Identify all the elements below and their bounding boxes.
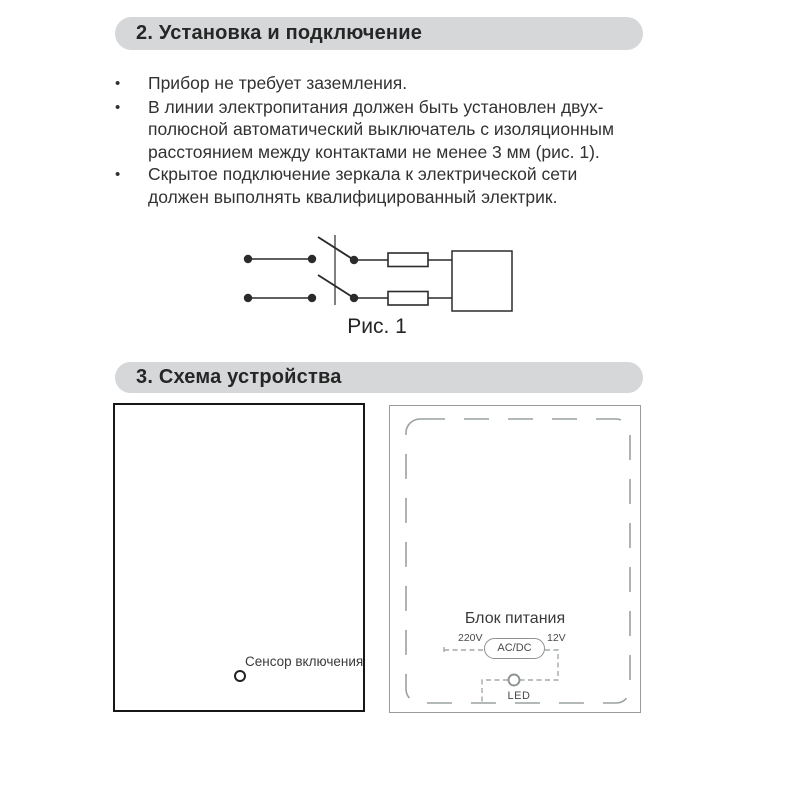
section-installation-header — [115, 17, 643, 50]
section-installation-title: 2. Установка и подключение — [136, 22, 423, 44]
power-sensor-label: Сенсор включения — [245, 654, 364, 669]
bullet-icon: • — [115, 75, 121, 92]
bullet-text-line: Скрытое подключение зеркала к электрической сети — [148, 164, 578, 185]
back-view-wiring — [390, 406, 642, 714]
section-schema-header — [115, 362, 643, 393]
installation-bullet-list — [115, 72, 660, 209]
bullet-text-line: должен выполнять квалифицированный электрик. — [148, 186, 558, 207]
bullet-icon: • — [115, 166, 121, 184]
input-voltage-label: 220V — [458, 632, 483, 644]
terminal-dot — [350, 256, 358, 264]
bullet-icon: • — [115, 98, 121, 116]
bullet-text-line: полюсной автоматический выключатель с изоляционным — [148, 119, 615, 140]
list-item — [115, 96, 660, 164]
acdc-converter: AC/DC — [484, 638, 545, 659]
terminal-dot — [244, 255, 252, 263]
fuse-top — [388, 253, 428, 267]
bullet-text-line: Прибор не требует заземления. — [148, 73, 408, 93]
terminal-dot — [308, 294, 316, 302]
switch-blade-top — [318, 237, 354, 260]
power-sensor-circle — [234, 670, 246, 682]
led-label: LED — [507, 690, 531, 702]
bullet-text-line: В линии электропитания должен быть установлен двух- — [148, 96, 604, 117]
terminal-dot — [308, 255, 316, 263]
figure-1-caption: Рис. 1 — [347, 315, 407, 338]
led-strip-border — [406, 419, 630, 703]
figure-1-circuit-diagram — [230, 228, 530, 320]
fuse-bottom — [388, 292, 428, 306]
bullet-text-line: расстоянием между контактами не менее 3 мм (рис. 1). — [148, 141, 600, 162]
mirror-back-diagram — [389, 405, 641, 713]
terminal-dot — [350, 294, 358, 302]
list-item — [115, 163, 660, 208]
terminal-dot — [244, 294, 252, 302]
power-unit-box — [452, 251, 512, 311]
output-voltage-label: 12V — [547, 632, 566, 644]
section-schema-title: 3. Схема устройства — [136, 366, 342, 388]
mirror-front-diagram — [113, 403, 365, 712]
list-item — [115, 72, 660, 96]
sensor-node-circle — [509, 675, 520, 686]
switch-blade-bottom — [318, 275, 354, 298]
power-supply-label: Блок питания — [464, 610, 566, 627]
